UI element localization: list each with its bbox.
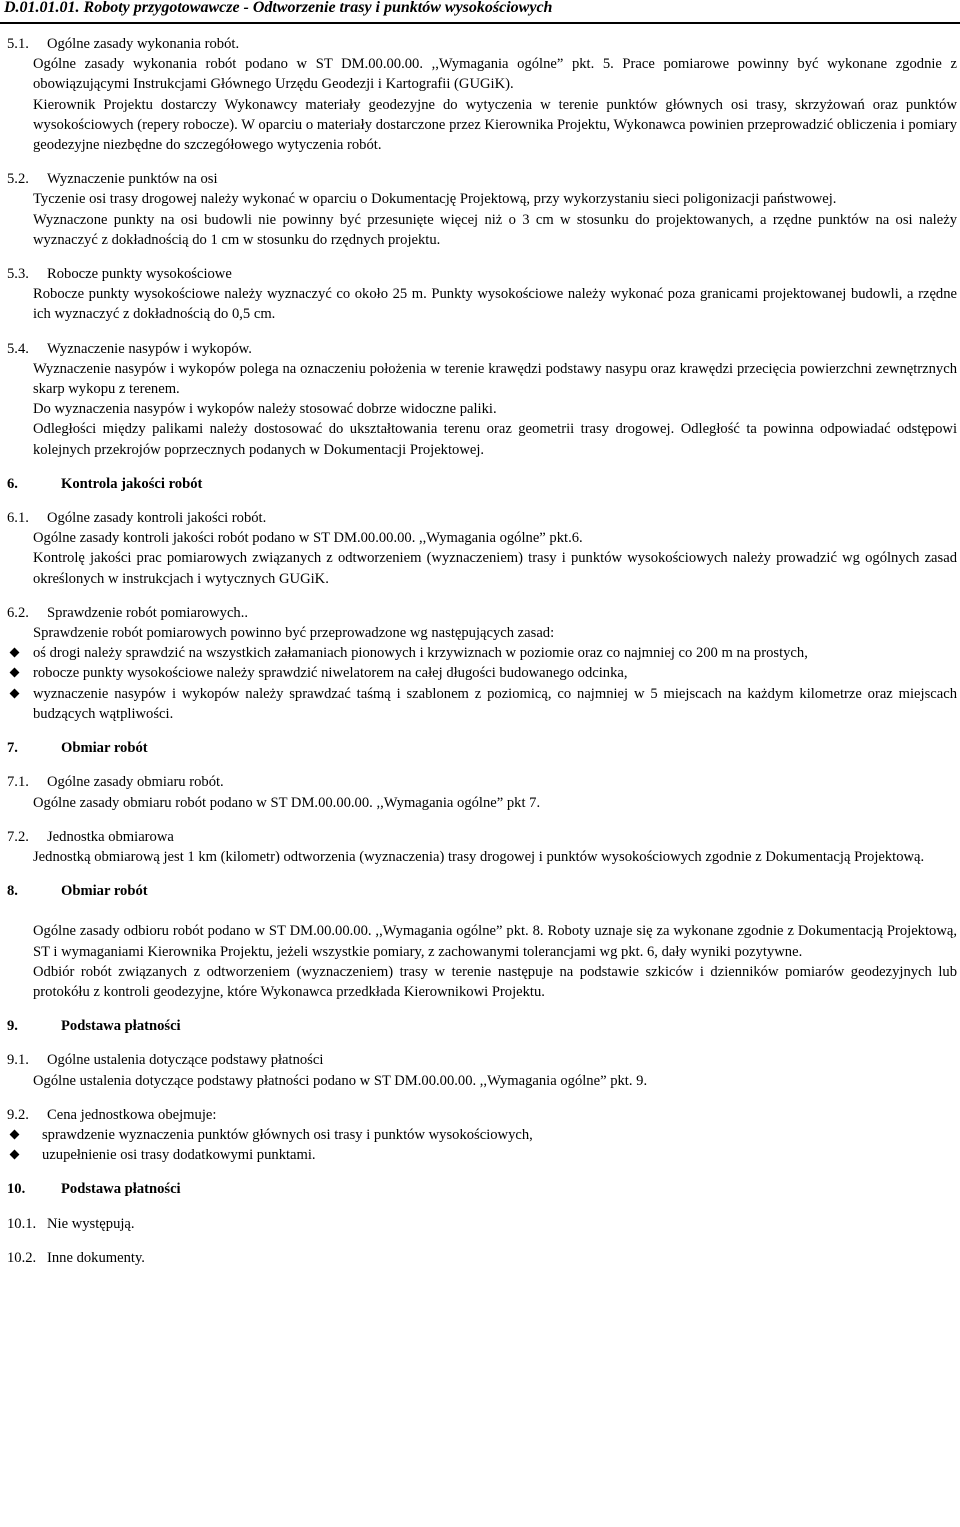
subsection-title: Wyznaczenie nasypów i wykopów.	[47, 340, 252, 357]
subsection-title: Cena jednostkowa obejmuje:	[47, 1106, 217, 1123]
subsection-heading-7-2	[7, 827, 957, 847]
subsection-number: 9.1.	[7, 1052, 29, 1069]
list-item-text: oś drogi należy sprawdzić na wszystkich załamaniach pionowych i krzywiznach w poziomie oraz co najmniej co 200 m na prostych,	[33, 645, 808, 662]
section-heading-9	[7, 1016, 957, 1036]
subsection-number: 10.1.	[7, 1215, 37, 1232]
section-heading-8	[7, 881, 957, 901]
paragraph: Kierownik Projektu dostarczy Wykonawcy materiały geodezyjne do wytyczenia w terenie punktów głównych osi trasy, skrzyżowań oraz punktów wysokościowych (repery robocze). W oparciu o materiały dostarczone przez Kierownika Projektu, Wykonawca powinien przeprowadzić obliczenia i pomiary geodezyjne niezbędne do szczegółowego wytyczenia robót.	[33, 96, 957, 154]
subsection-number: 7.2.	[7, 828, 29, 845]
section-number: 6.	[7, 475, 18, 492]
subsection-number: 6.2.	[7, 604, 29, 621]
section-title: Obmiar robót	[61, 883, 148, 900]
subsection-number: 5.4.	[7, 340, 29, 357]
paragraph: Tyczenie osi trasy drogowej należy wykonać w oparciu o Dokumentację Projektową, przy wykorzystaniu sieci poligonizacji państwowej.	[33, 191, 837, 208]
section-title: Kontrola jakości robót	[61, 475, 203, 492]
section-number: 10.	[7, 1181, 26, 1198]
subsection-number: 5.3.	[7, 266, 29, 283]
paragraph: Ogólne zasady wykonania robót podano w ST DM.00.00.00. ,,Wymagania ogólne” pkt. 5. Prace pomiarowe powinny być wykonane zgodnie z obowiązującymi Instrukcjami Głównego Urzędu Geodezji i Kartografii (GUGiK).	[33, 56, 957, 93]
list-item-text: wyznaczenie nasypów i wykopów należy sprawdzać taśmą i szablonem z poziomicą, co najmniej w 5 miejscach na każdym kilometrze oraz miejscach budzących wątpliwości.	[33, 685, 957, 722]
list-item-text: uzupełnienie osi trasy dodatkowymi punktami.	[42, 1147, 316, 1164]
list-item-text: robocze punkty wysokościowe należy sprawdzić niwelatorem na całej długości budowanego odcinka,	[33, 665, 628, 682]
subsection-heading-6-1	[7, 508, 957, 528]
subsection-number: 5.2.	[7, 171, 29, 188]
subsection-heading-5-1	[7, 34, 957, 54]
section-number: 8.	[7, 883, 18, 900]
section-heading-6	[7, 474, 957, 494]
subsection-heading-5-2	[7, 169, 957, 189]
list-item	[7, 1125, 957, 1145]
subsection-number: 6.1.	[7, 510, 29, 527]
section-heading-7	[7, 738, 957, 758]
list-item-text: sprawdzenie wyznaczenia punktów głównych osi trasy i punktów wysokościowych,	[42, 1126, 533, 1143]
paragraph: Wyznaczone punkty na osi budowli nie powinny być przesunięte więcej niż o 3 cm w stosunku do projektowanych, a rzędne punktów na osi należy wyznaczyć z dokładnością do 1 cm w stosunku do rzędnych projektu.	[33, 211, 957, 248]
subsection-heading-9-2	[7, 1105, 957, 1125]
paragraph: Ogólne zasady kontroli jakości robót podano w ST DM.00.00.00. ,,Wymagania ogólne” pkt.6.	[33, 530, 583, 547]
subsection-title: Wyznaczenie punktów na osi	[47, 171, 218, 188]
subsection-heading-9-1	[7, 1050, 957, 1070]
subsection-title: Ogólne zasady kontroli jakości robót.	[47, 510, 267, 527]
subsection-number: 10.2.	[7, 1249, 37, 1266]
diamond-bullet-icon	[7, 643, 33, 663]
paragraph: Odbiór robót związanych z odtworzeniem (wyznaczeniem) trasy w terenie następuje na podstawie szkiców i dzienników pomiarów geodezyjnych lub protokółu z kontroli geodezyjne, które Wykonawca przedkłada Kierownikowi Projektu.	[33, 963, 957, 1000]
subsection-title: Ogólne zasady wykonania robót.	[47, 36, 240, 52]
subsection-heading-5-3	[7, 264, 957, 284]
list-item	[7, 684, 957, 724]
subsection-heading-10-1	[7, 1214, 957, 1234]
subsection-number: 9.2.	[7, 1106, 29, 1123]
paragraph: Odległości między palikami należy dostosować do ukształtowania terenu oraz geometrii trasy drogowej. Odległość ta powinna odpowiadać odstępowi kolejnych przekrojów poprzecznych podanych w Dokumentacji Projektowej.	[33, 421, 957, 458]
paragraph: Sprawdzenie robót pomiarowych powinno być przeprowadzone wg następujących zasad:	[33, 625, 555, 642]
section-heading-10	[7, 1179, 957, 1199]
list-item	[7, 663, 957, 683]
subsection-heading-10-2	[7, 1248, 957, 1268]
subsection-heading-6-2	[7, 603, 957, 623]
subsection-title: Robocze punkty wysokościowe	[47, 266, 232, 283]
section-title: Obmiar robót	[61, 740, 148, 757]
section-title: Podstawa płatności	[61, 1181, 181, 1198]
diamond-bullet-icon	[7, 1145, 42, 1165]
subsection-number: 5.1.	[7, 36, 29, 52]
paragraph: Ogólne zasady obmiaru robót podano w ST DM.00.00.00. ,,Wymagania ogólne” pkt 7.	[33, 794, 541, 811]
diamond-bullet-icon	[7, 1125, 42, 1145]
paragraph: Ogólne zasady odbioru robót podano w ST DM.00.00.00. ,,Wymagania ogólne” pkt. 8. Roboty uznaje się za wykonane zgodnie z Dokumentacją Projektową, ST i wymaganiami Kierownika Projektu, jeżeli wszystkie pomiary, z zachowanymi tolerancjami wg pkt. 6, dały wyniki pozytywne.	[33, 923, 957, 960]
subsection-title: Inne dokumenty.	[47, 1249, 145, 1266]
header-divider	[0, 22, 960, 24]
paragraph: Do wyznaczenia nasypów i wykopów należy stosować dobrze widoczne paliki.	[33, 401, 497, 418]
list-item	[7, 1145, 957, 1165]
list-item	[7, 643, 957, 663]
paragraph: Ogólne ustalenia dotyczące podstawy płatności podano w ST DM.00.00.00. ,,Wymagania ogólne” pkt. 9.	[33, 1072, 648, 1089]
diamond-bullet-icon	[7, 663, 33, 683]
subsection-number: 7.1.	[7, 774, 29, 791]
subsection-title: Jednostka obmiarowa	[47, 828, 174, 845]
subsection-title: Ogólne ustalenia dotyczące podstawy płatności	[47, 1052, 324, 1069]
subsection-title: Ogólne zasady obmiaru robót.	[47, 774, 224, 791]
paragraph: Kontrolę jakości prac pomiarowych związanych z odtworzeniem (wyznaczeniem) trasy i punktów wysokościowych należy prowadzić wg ogólnych zasad określonych w instrukcjach i wytycznych GUGiK.	[33, 550, 957, 587]
paragraph: Wyznaczenie nasypów i wykopów polega na oznaczeniu położenia w terenie krawędzi podstawy nasypu oraz krawędzi przecięcia powierzchni zewnętrznych skarp wykopu z terenem.	[33, 360, 957, 398]
section-title: Podstawa płatności	[61, 1018, 181, 1035]
diamond-bullet-icon	[7, 684, 33, 724]
section-number: 9.	[7, 1018, 18, 1035]
paragraph: Robocze punkty wysokościowe należy wyznaczyć co około 25 m. Punkty wysokościowe należy wykonać poza granicami projektowanej budowli, a rzędne ich wyznaczyć z dokładnością do 0,5 cm.	[33, 286, 957, 323]
document-title: D.01.01.01. Roboty przygotowawcze - Odtworzenie trasy i punktów wysokościowych	[4, 0, 553, 16]
subsection-title: Sprawdzenie robót pomiarowych..	[47, 604, 249, 621]
document-body	[7, 34, 957, 1268]
subsection-heading-5-4	[7, 339, 957, 359]
section-number: 7.	[7, 740, 18, 757]
page-header	[0, 0, 960, 24]
subsection-title: Nie występują.	[47, 1215, 135, 1232]
subsection-heading-7-1	[7, 772, 957, 792]
paragraph: Jednostką obmiarową jest 1 km (kilometr) odtworzenia (wyznaczenia) trasy drogowej i punktów wysokościowych zgodnie z Dokumentacją Projektową.	[33, 848, 925, 865]
